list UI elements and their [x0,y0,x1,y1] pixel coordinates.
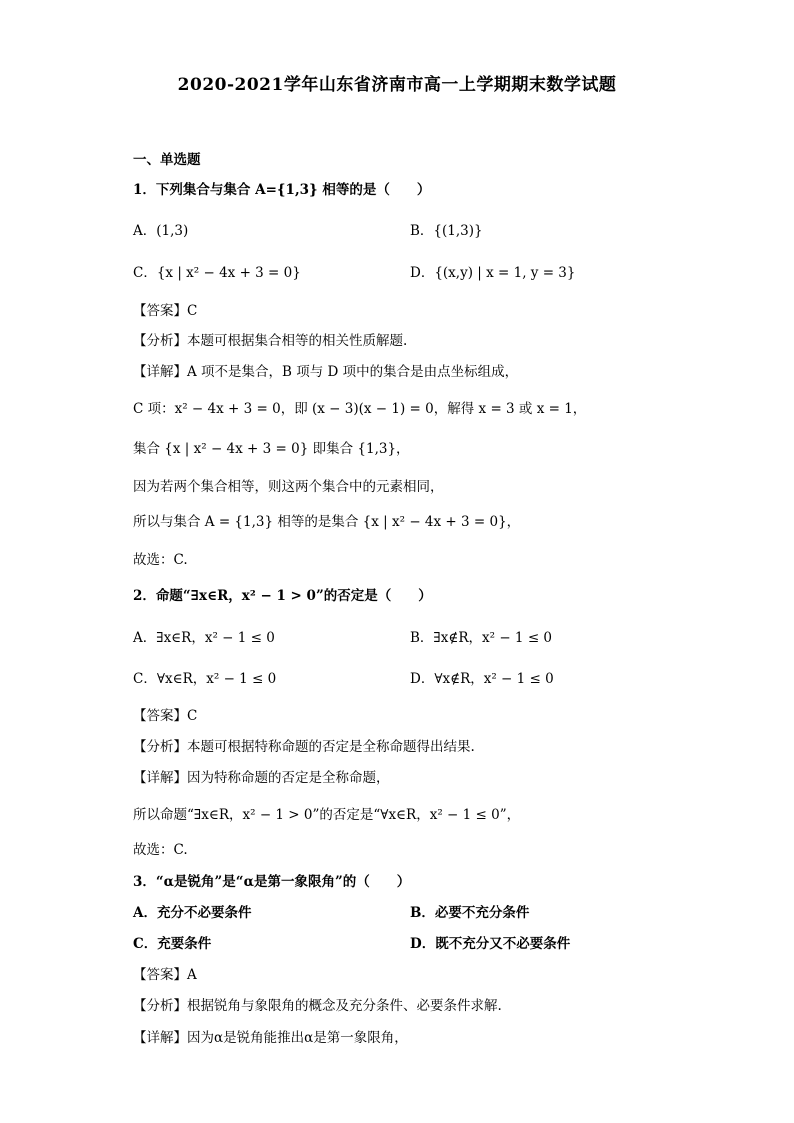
q2-option-b: B．∃x∉R，x² − 1 ≤ 0 [410,630,553,646]
section-heading: 一、单选题 [133,152,201,168]
q1-option-c: C．{x | x² − 4x + 3 = 0} [133,265,301,281]
q1-detail-4: 因为若两个集合相等，则这两个集合中的元素相同， [133,479,444,495]
question-2-stem: 2．命题“∃x∈R，x² − 1 > 0”的否定是（ ） [133,588,432,604]
q1-option-b: B．{(1,3)} [410,223,483,239]
q2-answer: 【答案】C [133,708,198,724]
page-title: 2020-2021学年山东省济南市高一上学期期末数学试题 [177,75,617,95]
q3-option-b: B．必要不充分条件 [410,905,530,921]
q1-analysis: 【分析】本题可根据集合相等的相关性质解题. [133,333,408,349]
q2-option-a: A．∃x∈R，x² − 1 ≤ 0 [133,630,275,646]
question-1-stem: 1．下列集合与集合 A={1,3} 相等的是（ ） [133,182,431,198]
question-3-stem: 3．“α是锐角”是“α是第一象限角”的（ ） [133,874,411,890]
q3-option-a: A．充分不必要条件 [133,905,252,921]
q2-detail-3: 故选：C. [133,842,188,858]
q2-detail-2: 所以命题“∃x∈R，x² − 1 > 0”的否定是“∀x∈R，x² − 1 ≤ 0”， [133,807,521,823]
q3-detail-1: 【详解】因为α是锐角能推出α是第一象限角， [133,1030,408,1046]
q3-answer: 【答案】A [133,967,197,983]
q1-option-a: A．(1,3) [133,223,189,239]
q2-option-d: D．∀x∉R，x² − 1 ≤ 0 [410,671,554,687]
q3-option-c: C．充要条件 [133,936,212,952]
q1-detail-2: C 项：x² − 4x + 3 = 0，即 (x − 3)(x − 1) = 0，解得 x = 3 或 x = 1， [133,401,587,417]
q2-detail-1: 【详解】因为特称命题的否定是全称命题， [133,770,390,786]
q1-detail-1: 【详解】A 项不是集合，B 项与 D 项中的集合是由点坐标组成， [133,364,519,380]
q3-analysis: 【分析】根据锐角与象限角的概念及充分条件、必要条件求解. [133,998,502,1014]
q1-detail-6: 故选：C. [133,552,188,568]
q1-detail-5: 所以与集合 A = {1,3} 相等的是集合 {x | x² − 4x + 3 = 0}， [133,514,521,530]
q2-option-c: C．∀x∈R，x² − 1 ≤ 0 [133,671,277,687]
q3-option-d: D．既不充分又不必要条件 [410,936,571,952]
q2-analysis: 【分析】本题可根据特称命题的否定是全称命题得出结果. [133,739,475,755]
q1-answer: 【答案】C [133,303,198,319]
q1-option-d: D．{(x,y) | x = 1, y = 3} [410,265,576,281]
q1-detail-3: 集合 {x | x² − 4x + 3 = 0} 即集合 {1,3}， [133,441,410,457]
